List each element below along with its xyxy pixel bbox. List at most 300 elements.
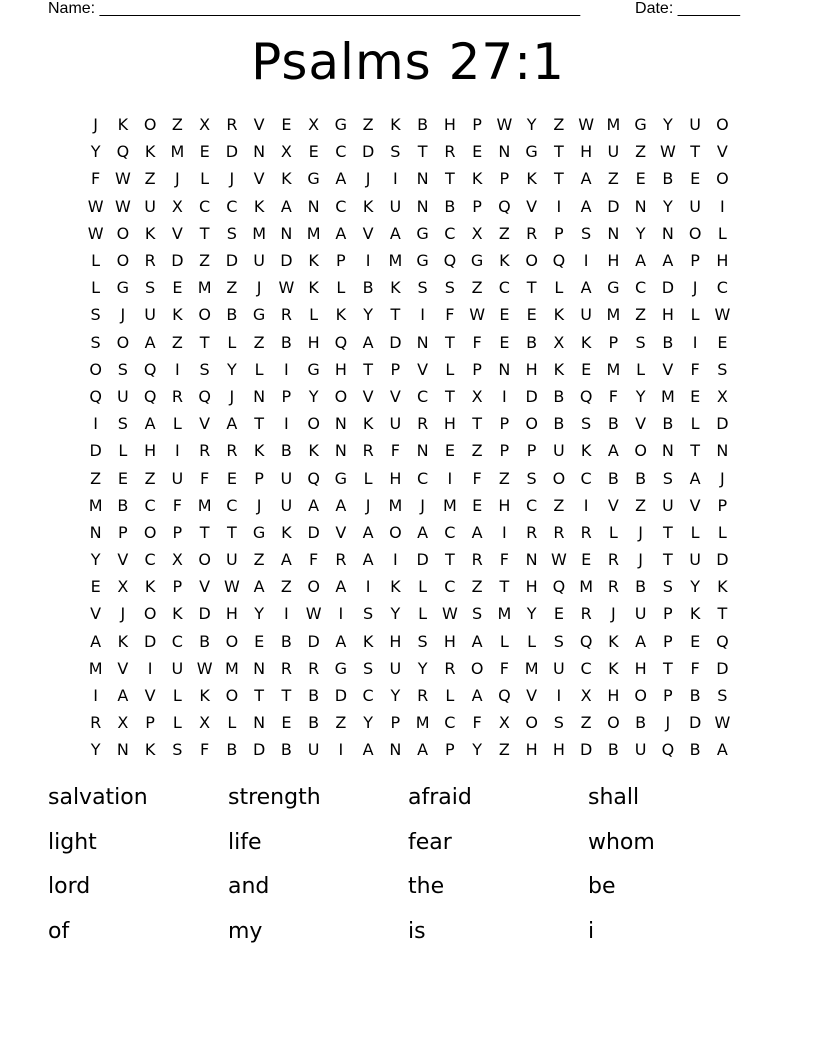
grid-letter: R: [553, 522, 565, 542]
grid-letter: X: [580, 686, 592, 706]
grid-letter: S: [717, 686, 728, 706]
grid-letter: P: [336, 251, 346, 271]
grid-letter: O: [634, 441, 647, 461]
grid-letter: B: [607, 414, 619, 434]
grid-letter: N: [89, 522, 102, 542]
grid-letter: Z: [362, 115, 374, 135]
grid-letter: Q: [143, 359, 157, 379]
grid-letter: J: [120, 604, 126, 624]
grid-letter: X: [117, 577, 129, 597]
grid-letter: U: [689, 115, 701, 135]
grid-letter: J: [692, 278, 698, 298]
grid-letter: M: [224, 658, 239, 678]
grid-letter: U: [144, 196, 156, 216]
grid-letter: O: [716, 169, 729, 189]
grid-letter: E: [690, 631, 701, 651]
grid-row: [82, 165, 736, 192]
grid-letter: P: [663, 631, 673, 651]
grid-letter: E: [635, 169, 646, 189]
grid-letter: C: [444, 713, 456, 733]
grid-letter: A: [580, 278, 592, 298]
grid-letter: E: [226, 468, 237, 488]
grid-letter: A: [580, 169, 592, 189]
grid-letter: K: [172, 305, 183, 325]
grid-letter: J: [420, 495, 425, 515]
word-list-item: lord: [48, 874, 91, 900]
grid-letter: K: [253, 441, 265, 461]
grid-letter: T: [444, 332, 455, 352]
grid-letter: M: [88, 658, 103, 678]
grid-letter: Z: [498, 740, 510, 760]
grid-letter: T: [444, 169, 455, 189]
grid-letter: Z: [253, 332, 265, 352]
grid-letter: F: [172, 495, 182, 515]
grid-letter: P: [118, 522, 128, 542]
grid-letter: O: [634, 686, 647, 706]
grid-letter: M: [497, 604, 512, 624]
grid-letter: V: [199, 414, 211, 434]
grid-letter: R: [90, 713, 102, 733]
grid-letter: H: [525, 740, 538, 760]
grid-letter: S: [363, 604, 374, 624]
grid-letter: R: [199, 441, 211, 461]
grid-letter: L: [690, 414, 700, 434]
grid-letter: Z: [553, 115, 565, 135]
grid-letter: Y: [635, 386, 646, 406]
grid-letter: M: [606, 359, 621, 379]
word-list-item: salvation: [48, 785, 148, 811]
grid-letter: G: [334, 115, 348, 135]
grid-letter: P: [390, 359, 401, 379]
grid-letter: B: [417, 115, 429, 135]
grid-letter: E: [526, 305, 537, 325]
grid-letter: F: [200, 740, 210, 760]
grid-letter: A: [471, 686, 483, 706]
grid-letter: Z: [253, 550, 265, 570]
grid-letter: C: [444, 577, 456, 597]
grid-letter: A: [389, 223, 401, 243]
grid-letter: I: [393, 169, 398, 189]
grid-letter: A: [362, 550, 374, 570]
grid-letter: E: [308, 142, 319, 162]
grid-letter: D: [198, 604, 211, 624]
grid-letter: K: [580, 441, 592, 461]
grid-letter: I: [583, 251, 589, 271]
grid-letter: H: [334, 359, 347, 379]
grid-letter: O: [470, 658, 484, 678]
grid-letter: G: [307, 169, 320, 189]
grid-letter: L: [363, 468, 373, 488]
grid-letter: B: [635, 577, 647, 597]
grid-letter: U: [280, 495, 293, 515]
grid-letter: S: [117, 414, 128, 434]
grid-letter: D: [225, 142, 239, 162]
grid-letter: R: [308, 658, 320, 678]
grid-letter: U: [689, 196, 701, 216]
grid-letter: N: [416, 169, 429, 189]
grid-letter: T: [444, 386, 455, 406]
grid-letter: G: [634, 115, 647, 135]
grid-letter: F: [499, 550, 509, 570]
grid-letter: M: [197, 278, 212, 298]
grid-letter: L: [499, 631, 509, 651]
word-list-row: [48, 776, 768, 821]
grid-letter: W: [114, 169, 131, 189]
grid-letter: A: [362, 740, 374, 760]
grid-letter: B: [362, 278, 374, 298]
grid-letter: V: [171, 223, 183, 243]
date-field: Date: _______: [635, 0, 740, 17]
grid-letter: V: [199, 577, 211, 597]
grid-letter: V: [117, 658, 129, 678]
grid-letter: U: [607, 142, 620, 162]
grid-row: [82, 464, 736, 491]
grid-letter: X: [171, 196, 183, 216]
grid-letter: K: [608, 631, 619, 651]
grid-letter: L: [445, 686, 455, 706]
grid-row: [82, 437, 736, 464]
grid-letter: X: [171, 550, 183, 570]
grid-letter: X: [199, 115, 211, 135]
grid-letter: A: [253, 577, 265, 597]
grid-letter: Q: [661, 740, 675, 760]
grid-letter: O: [116, 332, 130, 352]
grid-letter: T: [226, 522, 237, 542]
grid-letter: D: [280, 251, 293, 271]
grid-letter: L: [200, 169, 210, 189]
grid-letter: Z: [171, 115, 183, 135]
grid-letter: Z: [90, 468, 102, 488]
grid-letter: Z: [607, 169, 619, 189]
grid-letter: V: [253, 169, 265, 189]
grid-letter: U: [553, 441, 565, 461]
grid-letter: H: [552, 740, 565, 760]
grid-letter: R: [417, 414, 429, 434]
grid-letter: L: [690, 305, 700, 325]
grid-letter: G: [116, 278, 130, 298]
grid-letter: V: [335, 522, 347, 542]
grid-letter: J: [365, 169, 371, 189]
grid-letter: F: [309, 550, 319, 570]
grid-letter: A: [335, 169, 347, 189]
grid-letter: Y: [662, 196, 673, 216]
grid-letter: H: [607, 686, 620, 706]
grid-letter: D: [416, 550, 429, 570]
grid-letter: A: [117, 686, 129, 706]
grid-letter: O: [143, 115, 157, 135]
grid-letter: B: [662, 169, 674, 189]
grid-letter: A: [662, 251, 674, 271]
grid-letter: K: [526, 169, 537, 189]
grid-letter: C: [144, 495, 156, 515]
grid-letter: A: [417, 740, 429, 760]
grid-letter: S: [90, 332, 101, 352]
grid-letter: M: [252, 223, 267, 243]
grid-letter: Q: [498, 686, 511, 706]
grid-letter: Y: [308, 386, 319, 406]
grid-letter: Y: [472, 740, 483, 760]
grid-letter: K: [308, 251, 319, 271]
grid-letter: X: [716, 386, 728, 406]
grid-letter: U: [580, 305, 592, 325]
grid-letter: M: [606, 115, 621, 135]
grid-letter: F: [690, 658, 700, 678]
grid-letter: N: [307, 196, 320, 216]
grid-letter: A: [417, 522, 429, 542]
grid-letter: V: [526, 686, 538, 706]
grid-letter: F: [200, 468, 210, 488]
grid-letter: X: [471, 223, 483, 243]
grid-letter: D: [334, 686, 348, 706]
grid-letter: W: [87, 196, 104, 216]
grid-letter: I: [93, 414, 98, 434]
grid-letter: K: [281, 169, 292, 189]
grid-letter: Z: [171, 332, 183, 352]
grid-letter: K: [362, 196, 374, 216]
grid-letter: L: [227, 332, 237, 352]
grid-letter: P: [472, 196, 482, 216]
grid-letter: Y: [90, 142, 101, 162]
grid-letter: P: [663, 686, 673, 706]
word-list-item: and: [228, 874, 270, 900]
grid-letter: W: [659, 142, 676, 162]
grid-letter: K: [390, 278, 401, 298]
grid-letter: Z: [471, 441, 483, 461]
grid-letter: C: [716, 278, 728, 298]
grid-letter: C: [417, 386, 429, 406]
grid-letter: P: [608, 332, 619, 352]
grid-letter: U: [226, 550, 238, 570]
grid-letter: S: [444, 278, 455, 298]
grid-letter: M: [660, 386, 675, 406]
grid-letter: C: [335, 196, 347, 216]
grid-letter: T: [199, 223, 210, 243]
grid-letter: N: [116, 740, 129, 760]
grid-letter: M: [197, 495, 212, 515]
grid-letter: Y: [690, 577, 701, 597]
grid-letter: J: [365, 495, 371, 515]
grid-letter: K: [553, 359, 565, 379]
grid-row: [82, 410, 736, 437]
grid-letter: B: [662, 414, 674, 434]
grid-letter: H: [144, 441, 157, 461]
grid-letter: L: [527, 631, 537, 651]
grid-letter: O: [143, 522, 157, 542]
grid-letter: E: [472, 142, 483, 162]
grid-letter: N: [334, 441, 347, 461]
grid-row: [82, 193, 736, 220]
grid-letter: I: [720, 196, 725, 216]
grid-letter: I: [93, 686, 98, 706]
grid-letter: M: [442, 495, 457, 515]
grid-letter: D: [579, 740, 593, 760]
grid-letter: H: [525, 359, 538, 379]
grid-row: [82, 492, 736, 519]
grid-letter: X: [498, 713, 510, 733]
grid-letter: D: [171, 251, 184, 271]
grid-letter: H: [498, 495, 511, 515]
grid-letter: S: [526, 468, 537, 488]
grid-letter: R: [417, 686, 429, 706]
grid-letter: Q: [443, 251, 457, 271]
word-list-item: strength: [228, 785, 321, 811]
grid-letter: H: [443, 414, 456, 434]
grid-letter: U: [634, 740, 647, 760]
word-list-item: be: [588, 874, 616, 900]
grid-letter: T: [363, 359, 374, 379]
grid-letter: D: [89, 441, 102, 461]
grid-letter: W: [714, 305, 731, 325]
grid-letter: A: [362, 522, 374, 542]
grid-letter: F: [608, 386, 618, 406]
grid-letter: I: [583, 495, 589, 515]
grid-letter: W: [87, 223, 104, 243]
grid-letter: B: [635, 713, 647, 733]
grid-letter: Z: [471, 278, 483, 298]
grid-letter: S: [417, 631, 428, 651]
grid-letter: D: [307, 631, 320, 651]
grid-row: [82, 356, 736, 383]
grid-letter: F: [499, 658, 509, 678]
grid-letter: C: [580, 658, 592, 678]
grid-letter: J: [93, 115, 98, 135]
grid-letter: R: [471, 550, 483, 570]
grid-row: [82, 546, 736, 573]
grid-letter: N: [661, 441, 674, 461]
grid-letter: N: [416, 441, 429, 461]
grid-letter: F: [472, 468, 482, 488]
grid-letter: K: [172, 604, 183, 624]
grid-letter: O: [198, 305, 211, 325]
grid-letter: W: [305, 604, 322, 624]
grid-letter: V: [362, 386, 374, 406]
grid-letter: G: [416, 223, 429, 243]
grid-letter: B: [553, 386, 565, 406]
grid-letter: A: [90, 631, 102, 651]
grid-row: [82, 628, 736, 655]
grid-letter: Y: [526, 115, 537, 135]
grid-letter: Z: [635, 305, 647, 325]
grid-letter: K: [608, 658, 619, 678]
grid-letter: A: [635, 251, 647, 271]
grid-letter: J: [638, 522, 643, 542]
grid-letter: K: [253, 196, 265, 216]
word-list-item: the: [408, 874, 445, 900]
grid-letter: G: [307, 359, 320, 379]
grid-letter: J: [256, 278, 262, 298]
grid-letter: K: [144, 142, 156, 162]
grid-letter: S: [90, 305, 101, 325]
grid-letter: C: [335, 142, 347, 162]
grid-letter: H: [607, 251, 620, 271]
grid-letter: I: [175, 359, 180, 379]
grid-letter: E: [172, 278, 183, 298]
grid-letter: G: [252, 522, 266, 542]
grid-letter: F: [472, 332, 482, 352]
grid-letter: E: [117, 468, 128, 488]
grid-row: [82, 682, 736, 709]
grid-letter: K: [117, 115, 129, 135]
grid-letter: V: [689, 495, 701, 515]
grid-letter: B: [689, 686, 701, 706]
grid-letter: E: [444, 441, 455, 461]
grid-letter: A: [144, 414, 156, 434]
grid-letter: H: [525, 577, 538, 597]
grid-letter: S: [117, 359, 128, 379]
grid-letter: M: [388, 495, 403, 515]
grid-letter: H: [716, 251, 729, 271]
grid-letter: F: [91, 169, 101, 189]
grid-letter: P: [254, 468, 264, 488]
grid-letter: P: [499, 169, 510, 189]
grid-letter: A: [635, 631, 647, 651]
grid-letter: S: [390, 142, 401, 162]
grid-letter: R: [580, 522, 592, 542]
grid-letter: L: [309, 305, 319, 325]
grid-letter: L: [336, 278, 346, 298]
grid-letter: T: [390, 305, 401, 325]
grid-letter: V: [389, 386, 401, 406]
grid-letter: K: [308, 441, 319, 461]
grid-letter: K: [335, 305, 347, 325]
grid-letter: R: [226, 441, 238, 461]
grid-letter: K: [390, 115, 401, 135]
grid-letter: K: [144, 577, 156, 597]
grid-letter: R: [280, 658, 292, 678]
grid-letter: B: [607, 740, 619, 760]
grid-letter: A: [362, 332, 374, 352]
grid-letter: A: [716, 740, 728, 760]
grid-letter: U: [553, 658, 565, 678]
grid-letter: B: [662, 332, 674, 352]
grid-row: [82, 519, 736, 546]
grid-letter: T: [281, 686, 292, 706]
grid-letter: S: [472, 604, 483, 624]
grid-letter: N: [716, 441, 729, 461]
grid-letter: I: [338, 604, 344, 624]
grid-letter: M: [388, 251, 403, 271]
grid-letter: P: [445, 740, 455, 760]
grid-letter: B: [553, 414, 565, 434]
grid-letter: N: [498, 359, 511, 379]
grid-letter: L: [91, 278, 101, 298]
grid-row: [82, 247, 736, 274]
grid-letter: T: [417, 142, 428, 162]
grid-letter: K: [144, 740, 156, 760]
grid-letter: U: [171, 468, 184, 488]
grid-letter: P: [145, 713, 155, 733]
grid-letter: Y: [662, 115, 673, 135]
grid-letter: A: [471, 631, 483, 651]
grid-letter: E: [553, 604, 564, 624]
grid-letter: C: [362, 686, 374, 706]
grid-letter: G: [334, 658, 348, 678]
grid-letter: A: [580, 196, 592, 216]
grid-letter: C: [635, 278, 647, 298]
grid-letter: G: [525, 142, 538, 162]
grid-letter: E: [717, 332, 728, 352]
grid-letter: H: [661, 305, 674, 325]
grid-letter: Q: [498, 196, 511, 216]
grid-letter: C: [444, 223, 456, 243]
word-list-item: of: [48, 918, 70, 944]
grid-letter: Q: [579, 631, 593, 651]
grid-letter: E: [581, 550, 592, 570]
grid-letter: I: [502, 522, 507, 542]
grid-letter: Y: [526, 604, 537, 624]
grid-letter: J: [665, 713, 671, 733]
grid-letter: U: [389, 414, 402, 434]
